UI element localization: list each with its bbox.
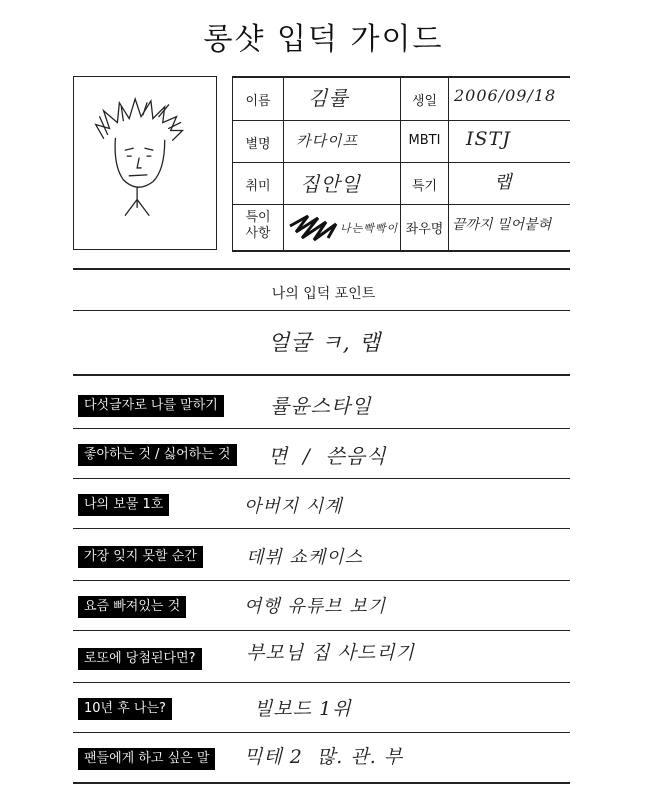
qa-answer-5: 여행 유튜브 보기 [244,596,387,617]
scribble-mark [288,212,342,242]
point-heading: 나의 입덕 포인트 [271,286,376,302]
qa-question-3: 나의 보물 1호 [78,494,169,516]
qa-question-4: 가장 잊지 못할 순간 [78,546,203,568]
qa-question-8: 팬들에게 하고 싶은 말 [78,748,215,770]
qa-answer-1: 률윤스타일 [270,394,372,418]
talent-label: 특기 [411,179,438,194]
qa-question-7: 10년 후 나는? [78,698,172,720]
qa-question-1: 다섯글자로 나를 말하기 [78,395,224,417]
nickname-value: 카다이프 [296,132,358,150]
hobby-label: 취미 [245,179,271,194]
qa-answer-8: 믹테 2 많. 관. 부 [244,746,404,768]
qa-answer-4: 데뷔 쇼케이스 [246,547,364,568]
qa-answer-7: 빌보드 1위 [254,698,352,720]
special-label-line1: 특이 [245,210,271,225]
portrait-drawing [73,76,217,250]
qa-answer-2: 면 / 쓴음식 [268,444,387,468]
motto-value: 끝까지 밀어붙혀 [452,217,552,233]
page-title: 롱샷 입덕 가이드 [203,22,444,57]
stick-figure-sketch [74,77,216,249]
qa-question-6: 로또에 당첨된다면? [78,648,202,670]
talent-value: 랩 [494,172,513,193]
birthday-label: 생일 [411,94,438,109]
hobby-value: 집안일 [300,172,361,196]
qa-answer-6: 부모님 집 사드리기 [246,642,415,664]
qa-question-5: 요즘 빠져있는 것 [78,596,186,618]
mbti-label: MBTI [408,133,441,148]
special-notes-label [233,210,283,242]
special-notes-value: 나는빡빡이 [340,222,399,235]
birthday-value: 2006/09/18 [454,86,557,105]
qa-question-2: 좋아하는 것 / 싫어하는 것 [78,444,237,466]
qa-answer-3: 아버지 시계 [244,496,343,517]
point-value: 얼굴 ㅋ, 랩 [268,331,381,356]
nickname-label: 별명 [245,137,271,152]
name-label: 이름 [245,94,271,109]
motto-label: 좌우명 [405,222,444,237]
special-label-line2: 사항 [245,226,271,241]
mbti-value: ISTJ [466,128,511,150]
name-value: 김률 [308,86,349,110]
